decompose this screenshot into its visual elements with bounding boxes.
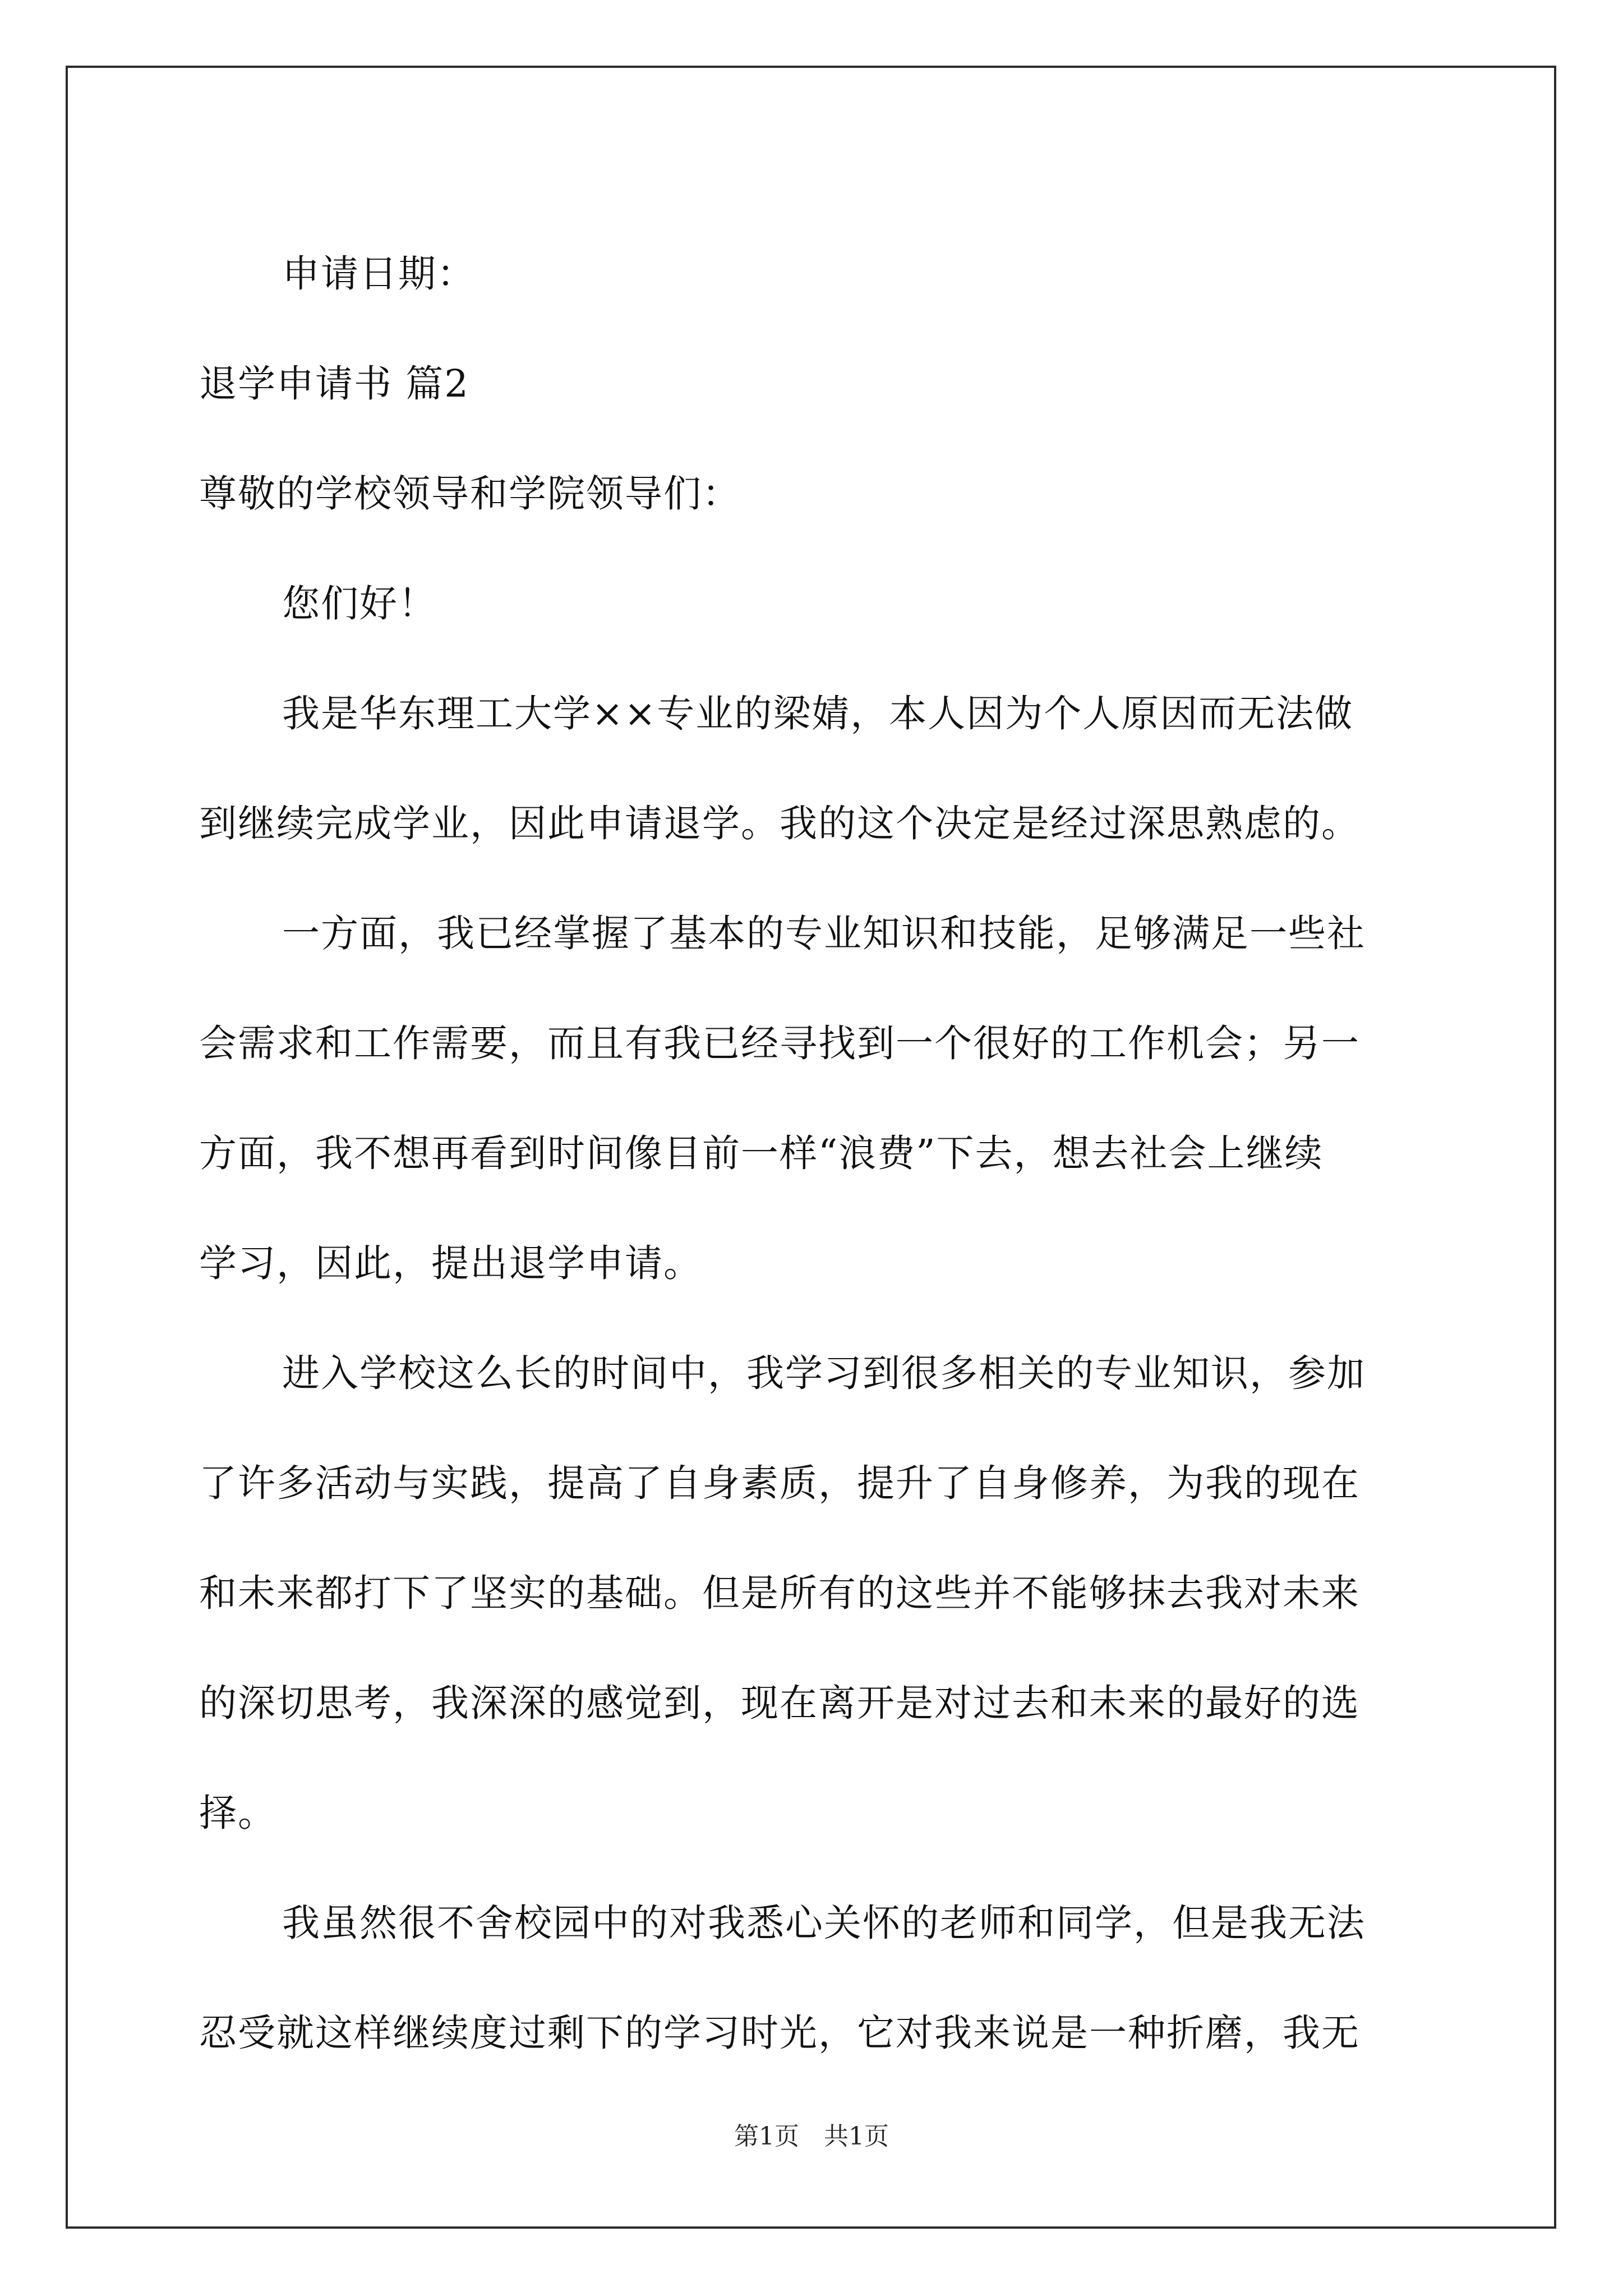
section-heading: 退学申请书 篇2 xyxy=(199,362,469,406)
body-line: 会需求和工作需要，而且有我已经寻找到一个很好的工作机会；另一 xyxy=(199,1022,1360,1065)
body-line: 择。 xyxy=(199,1791,276,1835)
body-line: 我虽然很不舍校园中的对我悉心关怀的老师和同学，但是我无法 xyxy=(282,1901,1366,1945)
body-line: 忍受就这样继续度过剩下的学习时光，它对我来说是一种折磨，我无 xyxy=(199,2011,1360,2055)
body-line: 一方面，我已经掌握了基本的专业知识和技能，足够满足一些社 xyxy=(282,912,1366,955)
body-line: 到继续完成学业，因此申请退学。我的这个决定是经过深思熟虑的。 xyxy=(199,802,1360,845)
body-line: 进入学校这么长的时间中，我学习到很多相关的专业知识，参加 xyxy=(282,1351,1366,1395)
salutation: 尊敬的学校领导和学院领导们： xyxy=(199,472,741,516)
body-line: 的深切思考，我深深的感觉到，现在离开是对过去和未来的最好的选 xyxy=(199,1681,1360,1725)
greeting: 您们好！ xyxy=(282,582,437,625)
body-line: 学习，因此，提出退学申请。 xyxy=(199,1241,702,1285)
body-line: 了许多活动与实践，提高了自身素质，提升了自身修养，为我的现在 xyxy=(199,1461,1360,1505)
body-line: 我是华东理工大学××专业的梁婧，本人因为个人原因而无法做 xyxy=(282,692,1354,735)
page-footer: 第1页 共1页 xyxy=(734,2122,889,2151)
body-line: 和未来都打下了坚实的基础。但是所有的这些并不能够抹去我对未来 xyxy=(199,1571,1360,1615)
document-body xyxy=(199,219,1427,2088)
application-date-label: 申请日期： xyxy=(282,252,476,296)
body-line: 方面，我不想再看到时间像目前一样“浪费”下去，想去社会上继续 xyxy=(199,1131,1324,1175)
